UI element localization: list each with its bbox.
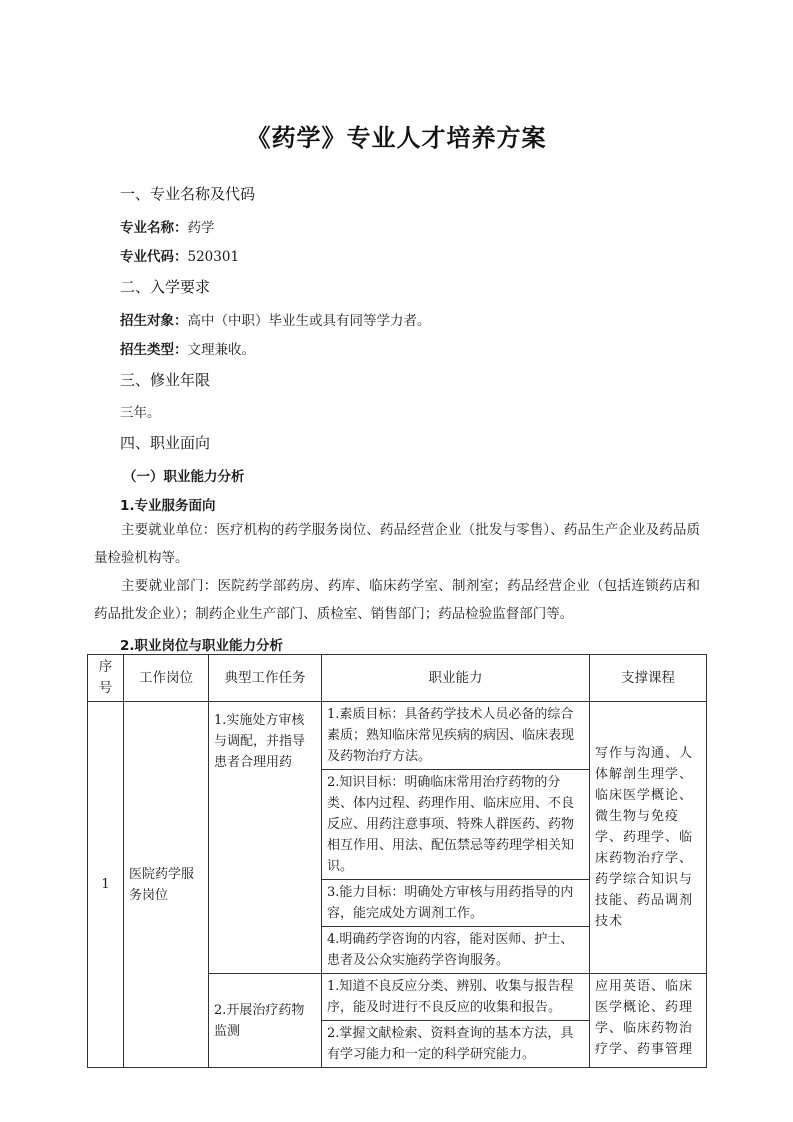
- paragraph-departments: 主要就业部门：医院药学部药房、药库、临床药学室、制剂室；药品经营企业（包括连锁药店和药品批发企业）；制药企业生产部门、质检室、销售部门；药品检验监督部门等。: [94, 578, 700, 622]
- enroll-type-line: [120, 338, 255, 358]
- table-row: [88, 702, 707, 770]
- course-task-1: 写作与沟通、人体解剖生理学、临床医学概论、微生物与免疫学、药理学、临床药物治疗学、药学综合知识与技能、药品调剂技术: [590, 702, 707, 974]
- course-task-2: 应用英语、临床医学概论、药理学、临床药物治疗学、药事管理: [590, 974, 707, 1068]
- section-heading-admission: 二、入学要求: [120, 278, 211, 296]
- enroll-target-line: [120, 309, 431, 329]
- major-code-label: 专业代码：: [120, 249, 188, 265]
- ability-1-1: 1.素质目标：具备药学技术人员必备的综合素质；熟知临床常见疾病的病因、临床表现及药物治疗方法。: [322, 702, 590, 770]
- enroll-type-label: 招生类型：: [120, 342, 188, 358]
- major-code-value: 520301: [187, 249, 240, 265]
- major-name-label: 专业名称：: [120, 220, 188, 236]
- subsection-heading-ability-analysis: （一）职业能力分析: [123, 469, 245, 485]
- header-task: 典型工作任务: [209, 655, 322, 702]
- major-name-line: [120, 216, 215, 236]
- duration-value: 三年。: [120, 405, 161, 421]
- document-title: 《药学》专业人才培养方案: [246, 123, 547, 152]
- header-no: 序号: [88, 655, 124, 702]
- major-code-line: [120, 245, 239, 265]
- row-task-2: 2.开展治疗药物监测: [209, 974, 322, 1068]
- header-ability: 职业能力: [322, 655, 590, 702]
- section-heading-career: 四、职业面向: [120, 434, 211, 452]
- ability-2-2: 2.掌握文献检索、资料查询的基本方法，具有学习能力和一定的科学研究能力。: [322, 1021, 590, 1068]
- major-name-value: 药学: [187, 220, 215, 236]
- paragraph-employers: 主要就业单位：医疗机构的药学服务岗位、药品经营企业（批发与零售）、药品生产企业及药品质量检验机构等。: [94, 522, 700, 566]
- header-course: 支撑课程: [590, 655, 707, 702]
- post-ability-table: [87, 654, 707, 1068]
- ability-1-3: 3.能力目标：明确处方审核与用药指导的内容，能完成处方调剂工作。: [322, 880, 590, 927]
- enroll-target-label: 招生对象：: [120, 313, 188, 329]
- row-no: 1: [88, 702, 124, 1068]
- header-post: 工作岗位: [124, 655, 209, 702]
- ability-2-1: 1.知道不良反应分类、辨别、收集与报告程序，能及时进行不良反应的收集和报告。: [322, 974, 590, 1021]
- row-post: 医院药学服务岗位: [124, 702, 209, 1068]
- subheading-service-orientation: 1.专业服务面向: [120, 498, 216, 514]
- enroll-target-value: 高中（中职）毕业生或具有同等学力者。: [187, 313, 431, 329]
- table-header-row: [88, 655, 707, 702]
- section-heading-duration: 三、修业年限: [120, 371, 211, 389]
- row-task-1: 1.实施处方审核与调配，并指导患者合理用药: [209, 702, 322, 974]
- subheading-post-ability-analysis: 2.职业岗位与职业能力分析: [120, 638, 284, 654]
- section-heading-name-code: 一、专业名称及代码: [120, 185, 256, 203]
- ability-1-2: 2.知识目标：明确临床常用治疗药物的分类、体内过程、药理作用、临床应用、不良反应、用药注意事项、特殊人群医药、药物相互作用、用法、配伍禁忌等药理学相关知识。: [322, 770, 590, 880]
- enroll-type-value: 文理兼收。: [187, 342, 255, 358]
- ability-1-4: 4.明确药学咨询的内容，能对医师、护士、患者及公众实施药学咨询服务。: [322, 927, 590, 974]
